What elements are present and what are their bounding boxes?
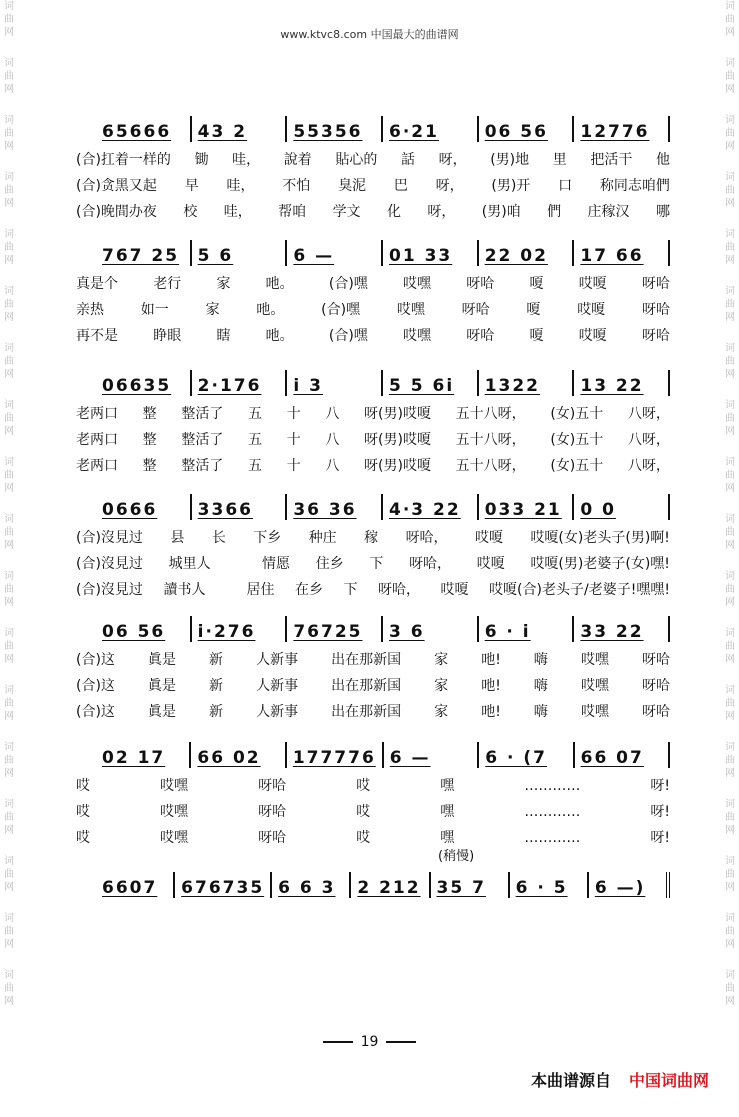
lyric-word: (女)五十 (550, 406, 604, 422)
lyric-word: 哎 (76, 804, 90, 820)
lyric-word: 住乡 (315, 556, 344, 572)
lyric-word: 哎嘿 (403, 328, 432, 344)
lyric-word: (合)晚間办夜 (76, 204, 157, 220)
lyric-word: 哇， (226, 178, 255, 194)
lyric-word: 长 (211, 530, 226, 546)
lyric-word: 稼 (364, 530, 379, 546)
lyric-word: 五十八呀， (455, 432, 526, 448)
notation-line (72, 366, 670, 396)
watermark-text: 词曲网 (4, 514, 14, 551)
watermark-text: 词曲网 (725, 571, 735, 608)
lyric-line (72, 148, 670, 172)
watermark-text: 词曲网 (4, 856, 14, 893)
score-system (72, 366, 670, 478)
lyric-word: 嘿 (440, 830, 455, 846)
lyric-word: 呀! (650, 778, 670, 794)
lyric-word: 家 (434, 652, 449, 668)
lyric-line (72, 774, 670, 798)
measure: 02 17 (72, 742, 191, 768)
lyric-word: 嗨 (533, 652, 548, 668)
measure: 6 — (384, 742, 479, 768)
lyric-word: 八 (325, 432, 340, 448)
watermark-text: 词曲网 (725, 628, 735, 665)
lyric-word: 呀! (650, 830, 670, 846)
watermark-text: 词曲网 (4, 172, 14, 209)
lyric-word: 呀哈 (461, 302, 490, 318)
lyric-word: 老两口 (76, 406, 118, 422)
lyric-word: 哪 (655, 204, 670, 220)
lyric-word: 呀哈 (641, 328, 670, 344)
measure: 033 21 (479, 494, 575, 520)
lyric-word: ………… (524, 778, 581, 794)
lyric-word: 哎嘿 (396, 302, 425, 318)
notation-line (72, 612, 670, 642)
lyric-word: 老行 (153, 276, 182, 292)
lyric-word: 哎嗄(女)老头子(男)啊! (530, 530, 670, 546)
watermark-text: 词曲网 (4, 457, 14, 494)
measure: 65666 (72, 116, 192, 142)
lyric-word: (男)开 (491, 178, 531, 194)
lyric-word: 十 (286, 432, 301, 448)
score-system (72, 490, 670, 602)
lyric-word: 把活干 (590, 152, 633, 168)
lyric-word: 新 (209, 704, 224, 720)
lyric-word: 呀哈 (641, 652, 670, 668)
watermark-text: 词曲网 (725, 286, 735, 323)
lyric-word: 五 (248, 406, 263, 422)
measure: 0 0 (574, 494, 670, 520)
lyric-word: 他 (655, 152, 670, 168)
watermark-text: 词曲网 (725, 742, 735, 779)
lyric-word: 哇， (232, 152, 261, 168)
notation-line (72, 490, 670, 520)
lyric-line (72, 800, 670, 824)
measure: 3 6 (383, 616, 479, 642)
measure: 06 56 (72, 616, 192, 642)
measure: 6·21 (383, 116, 479, 142)
lyric-line (72, 272, 670, 296)
lyric-word: 出在那新国 (331, 704, 402, 720)
lyric-word: 人新事 (256, 652, 299, 668)
lyric-word: 呀哈， (378, 582, 421, 598)
lyric-word: 呀哈， (409, 556, 452, 572)
lyric-word: 哎 (356, 778, 371, 794)
lyric-word: 家 (434, 678, 449, 694)
lyric-word: 眞是 (147, 678, 176, 694)
lyric-word: 吔。 (265, 276, 294, 292)
lyric-word: 哎 (356, 804, 371, 820)
lyric-word: 八 (325, 458, 340, 474)
lyric-line (72, 298, 670, 322)
measure: 3366 (192, 494, 288, 520)
lyric-word: 讀书人 (163, 582, 206, 598)
watermark-text: 词曲网 (725, 172, 735, 209)
lyric-word: 瞎 (216, 328, 231, 344)
lyric-word: 家 (205, 302, 220, 318)
measure: 36 36 (287, 494, 383, 520)
measure: 33 22 (574, 616, 670, 642)
lyric-word: 哎 (76, 778, 90, 794)
watermark-text: 词曲网 (4, 571, 14, 608)
lyric-word: 哎嘿 (160, 804, 189, 820)
watermark-text: 词曲网 (4, 628, 14, 665)
lyric-word: 呀哈 (258, 830, 287, 846)
measure: 177776 (287, 742, 384, 768)
lyric-word: 五 (248, 458, 263, 474)
watermark-text: 词曲网 (725, 970, 735, 1007)
lyric-word: 們 (547, 204, 562, 220)
measure: 55356 (287, 116, 383, 142)
measure: 5 5 6i (383, 370, 479, 396)
measure: 01 33 (383, 240, 479, 266)
lyric-word: (合)嘿 (321, 302, 361, 318)
watermark-text: 词曲网 (725, 856, 735, 893)
lyric-word: 人新事 (256, 704, 299, 720)
watermark-text: 词曲网 (4, 742, 14, 779)
lyric-word: (合)这 (76, 652, 115, 668)
watermark-left (2, 0, 16, 1026)
lyric-word: 哎嘿 (580, 704, 609, 720)
lyric-word: 整 (142, 432, 157, 448)
lyric-word: 吔! (481, 652, 501, 668)
lyric-word: 整活了 (181, 432, 224, 448)
lyric-word: 出在那新国 (331, 652, 402, 668)
measure: 76725 (287, 616, 383, 642)
lyric-word: 帮咱 (278, 204, 307, 220)
lyric-word: 哎嗄(男)老婆子(女)嘿! (530, 556, 670, 572)
lyric-line (72, 674, 670, 698)
lyric-word: 八呀， (627, 406, 670, 422)
score-system (72, 236, 670, 348)
score-system (72, 112, 670, 224)
lyric-word: 巴 (393, 178, 408, 194)
lyric-word: (合)沒見过 (76, 530, 143, 546)
lyric-word: 五 (248, 432, 263, 448)
notation-line (72, 236, 670, 266)
watermark-text: 词曲网 (725, 58, 735, 95)
watermark-text: 词曲网 (4, 685, 14, 722)
watermark-text: 词曲网 (4, 400, 14, 437)
lyric-word: 再不是 (76, 328, 118, 344)
watermark-text: 词曲网 (725, 685, 735, 722)
lyric-word: 情愿 (262, 556, 290, 572)
lyric-word: 新 (209, 678, 224, 694)
lyric-word: 称同志咱們 (599, 178, 670, 194)
lyric-word: (合)嘿 (328, 276, 368, 292)
lyric-word: 呀， (438, 152, 467, 168)
page-header: www.ktvc8.com 中国最大的曲谱网 (280, 28, 459, 41)
lyric-word: 整活了 (181, 406, 224, 422)
notation-line (72, 738, 670, 768)
lyric-word: 呀(男)哎嗄 (364, 406, 431, 422)
lyric-word: 锄 (194, 152, 209, 168)
lyric-word: 哎嗄 (476, 556, 505, 572)
lyric-word: (合)这 (76, 678, 115, 694)
measure: 1322 (479, 370, 575, 396)
lyric-word: 里 (552, 152, 567, 168)
lyric-word: 吔! (481, 678, 501, 694)
lyric-word: 哎嘿 (160, 830, 189, 846)
lyric-word: (合)扛着一样的 (76, 152, 171, 168)
lyric-word: 眞是 (147, 652, 176, 668)
lyric-word: 呀哈 (641, 302, 670, 318)
lyric-word: 校 (183, 204, 198, 220)
lyric-word: 哎 (76, 830, 90, 846)
lyric-line (72, 578, 670, 602)
lyric-word: 哎嘿 (580, 678, 609, 694)
measure: 6 · (7 (479, 742, 574, 768)
measure: 767 25 (72, 240, 192, 266)
measure: 6 — (287, 240, 383, 266)
lyric-word: 哎嗄 (440, 582, 469, 598)
lyric-word: 真是个 (76, 276, 118, 292)
lyric-word: 十 (286, 458, 301, 474)
lyric-word: 哎嗄 (578, 328, 607, 344)
watermark-text: 词曲网 (4, 799, 14, 836)
lyric-line (72, 526, 670, 550)
lyric-word: 呀， (427, 204, 456, 220)
lyric-word: 嘿 (440, 778, 455, 794)
lyric-line (72, 428, 670, 452)
lyric-line (72, 552, 670, 576)
measure: 0666 (72, 494, 192, 520)
lyric-word: 哇， (223, 204, 252, 220)
lyric-line (72, 174, 670, 198)
measure: 66 07 (575, 742, 670, 768)
lyric-line (72, 402, 670, 426)
measure: 43 2 (192, 116, 288, 142)
lyric-word: 家 (216, 276, 231, 292)
lyric-word: 下 (369, 556, 384, 572)
lyric-line (72, 454, 670, 478)
page-number: 19 (0, 1034, 739, 1050)
lyric-word: 嗄 (529, 328, 544, 344)
lyric-line (72, 200, 670, 224)
lyric-word: (合)沒見过 (76, 582, 143, 598)
lyric-word: 居住 (246, 582, 275, 598)
lyric-word: (合)贪黑又起 (76, 178, 157, 194)
lyric-word: 学文 (332, 204, 361, 220)
measure: 66 02 (191, 742, 286, 768)
source-credit (531, 1068, 709, 1091)
watermark-text: 词曲网 (725, 229, 735, 266)
lyric-word: (女)五十 (550, 432, 604, 448)
lyric-line (72, 648, 670, 672)
lyric-word: 整 (142, 406, 157, 422)
watermark-text: 词曲网 (4, 1, 14, 38)
measure: i 3 (287, 370, 383, 396)
lyric-word: 如一 (140, 302, 169, 318)
lyric-word: (女)五十 (550, 458, 604, 474)
watermark-text: 词曲网 (4, 115, 14, 152)
lyric-word: 八 (325, 406, 340, 422)
lyric-word: 庄稼汉 (587, 204, 630, 220)
lyric-word: 哎嘿 (403, 276, 432, 292)
measure: 13 22 (574, 370, 670, 396)
lyric-word: 五十八呀， (455, 406, 526, 422)
notation-line (72, 112, 670, 142)
watermark-text: 词曲网 (725, 1, 735, 38)
measure: 6 6 3 (272, 872, 351, 898)
lyric-word: 下乡 (253, 530, 282, 546)
lyric-word: 呀哈 (466, 328, 495, 344)
measure: 6 · i (479, 616, 575, 642)
lyric-word: 早 (184, 178, 199, 194)
lyric-word: (男)地 (490, 152, 530, 168)
watermark-text: 词曲网 (725, 457, 735, 494)
lyric-word: 呀哈 (258, 778, 287, 794)
lyric-word: 整 (142, 458, 157, 474)
lyric-word: 新 (209, 652, 224, 668)
lyric-word: 嘿 (440, 804, 455, 820)
lyric-word: 八呀， (627, 458, 670, 474)
measure: 6 · 5 (510, 872, 589, 898)
lyric-word: 貼心的 (335, 152, 378, 168)
lyric-word: 哎嗄 (475, 530, 503, 546)
lyric-word: ………… (524, 804, 581, 820)
lyric-word: 哎嗄 (577, 302, 606, 318)
lyric-word: 呀(男)哎嗄 (364, 458, 431, 474)
measure: 06 56 (479, 116, 575, 142)
measure: 12776 (574, 116, 670, 142)
lyric-line (72, 324, 670, 348)
lyric-word: 說着 (283, 152, 312, 168)
lyric-word: 县 (170, 530, 185, 546)
watermark-text: 词曲网 (725, 343, 735, 380)
score-system (72, 612, 670, 724)
measure: 2·176 (192, 370, 288, 396)
lyric-line (72, 826, 670, 850)
lyric-word: 老两口 (76, 432, 118, 448)
watermark-text: 词曲网 (725, 115, 735, 152)
lyric-word: 呀哈 (258, 804, 287, 820)
lyric-word: 整活了 (181, 458, 224, 474)
lyric-word: (合)这 (76, 704, 115, 720)
site-name: 中国词曲网 (628, 1071, 709, 1090)
lyric-word: 种庄 (308, 530, 337, 546)
lyric-word: 口 (558, 178, 573, 194)
watermark-text: 词曲网 (4, 913, 14, 950)
source-label: 本曲谱源自 (530, 1071, 611, 1090)
lyric-word: 呀哈 (641, 276, 670, 292)
lyric-word: 呀哈 (641, 678, 670, 694)
lyric-word: 呀， (435, 178, 464, 194)
lyric-word: 八呀， (627, 432, 670, 448)
lyric-line (72, 700, 670, 724)
lyric-word: ………… (524, 830, 581, 846)
lyric-word: 人新事 (256, 678, 299, 694)
lyric-word: 吔。 (256, 302, 285, 318)
lyric-word: 話 (400, 152, 415, 168)
lyric-word: 五十八呀， (455, 458, 526, 474)
measure: 4·3 22 (383, 494, 479, 520)
watermark-text: 词曲网 (725, 514, 735, 551)
lyric-word: (合)沒見过 (76, 556, 143, 572)
watermark-text: 词曲网 (4, 343, 14, 380)
lyric-word: 十 (286, 406, 301, 422)
lyric-word: 城里人 (168, 556, 211, 572)
lyric-word: 呀哈 (641, 704, 670, 720)
lyric-word: 哎嘿 (160, 778, 189, 794)
lyric-word: 嗄 (529, 276, 544, 292)
watermark-text: 词曲网 (725, 400, 735, 437)
lyric-word: 臭泥 (338, 178, 367, 194)
measure: 676735 (175, 872, 272, 898)
watermark-text: 词曲网 (4, 286, 14, 323)
lyric-word: 亲热 (76, 302, 104, 318)
tempo-mark: (稍慢) (438, 849, 475, 864)
lyric-word: (男)咱 (481, 204, 521, 220)
lyric-word: 睁眼 (153, 328, 182, 344)
lyric-word: 呀(男)哎嗄 (364, 432, 431, 448)
score-system (72, 738, 670, 850)
notation-line (72, 868, 670, 898)
lyric-word: 吔! (481, 704, 501, 720)
score-system (72, 868, 670, 904)
lyric-word: 家 (434, 704, 449, 720)
lyric-word: 哎嗄(合)老头子/老婆子!嘿嘿! (489, 582, 670, 598)
lyric-word: 在乡 (295, 582, 323, 598)
watermark-right (723, 0, 737, 1026)
lyric-word: 眞是 (147, 704, 176, 720)
watermark-text: 词曲网 (4, 229, 14, 266)
measure: 17 66 (574, 240, 670, 266)
measure: 06635 (72, 370, 192, 396)
lyric-word: 嗨 (533, 704, 548, 720)
measure: 6607 (72, 872, 175, 898)
lyric-word: 出在那新国 (331, 678, 402, 694)
watermark-text: 词曲网 (725, 799, 735, 836)
measure: 5 6 (192, 240, 288, 266)
measure: 22 02 (479, 240, 575, 266)
measure: i·276 (192, 616, 288, 642)
lyric-word: 嗨 (533, 678, 548, 694)
lyric-word: 化 (386, 204, 401, 220)
watermark-text: 词曲网 (4, 58, 14, 95)
lyric-word: 哎嗄 (578, 276, 607, 292)
measure: 6 —) (589, 872, 670, 898)
lyric-word: 嗄 (526, 302, 541, 318)
lyric-word: 吔。 (265, 328, 294, 344)
lyric-word: 哎 (356, 830, 371, 846)
measure: 35 7 (431, 872, 510, 898)
measure: 2 212 (351, 872, 430, 898)
watermark-text: 词曲网 (725, 913, 735, 950)
lyric-word: 老两口 (76, 458, 118, 474)
lyric-word: (合)嘿 (328, 328, 368, 344)
lyric-word: 哎嘿 (580, 652, 609, 668)
lyric-word: 下 (343, 582, 358, 598)
lyric-word: 呀哈， (405, 530, 448, 546)
lyric-word: 不怕 (282, 178, 311, 194)
lyric-word: 呀哈 (466, 276, 495, 292)
watermark-text: 词曲网 (4, 970, 14, 1007)
lyric-word: 呀! (650, 804, 670, 820)
